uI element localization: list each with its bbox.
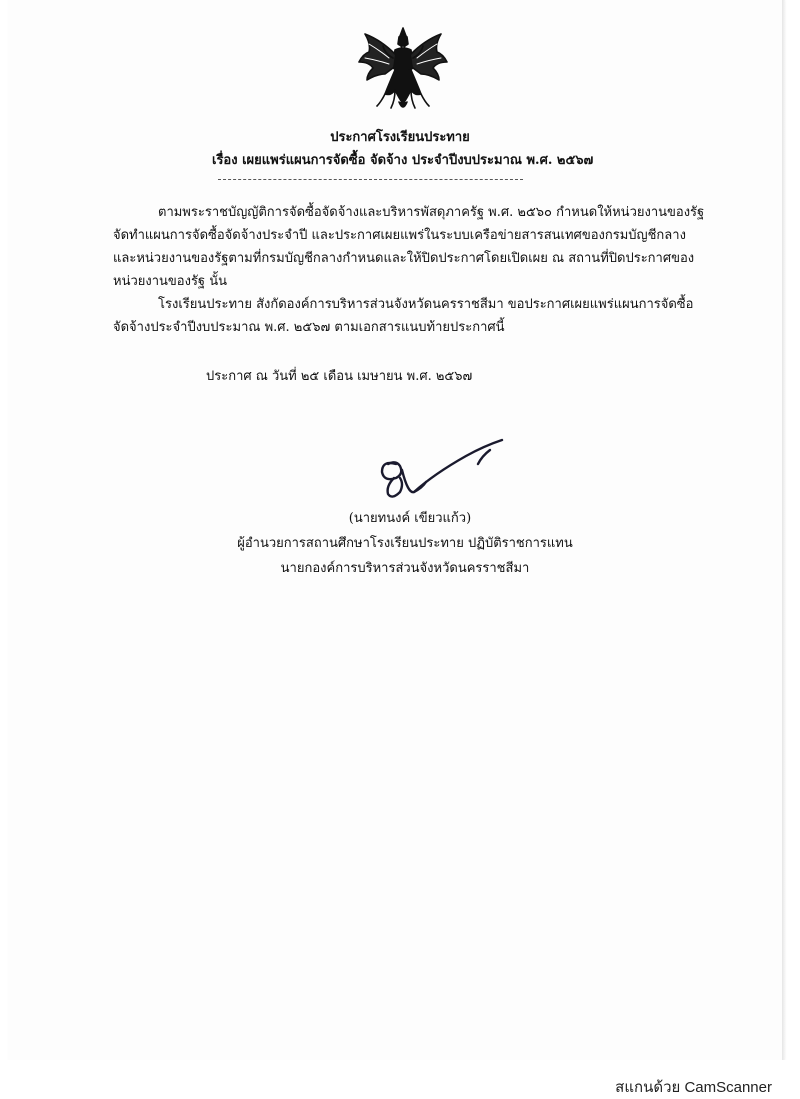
paragraph-line: โรงเรียนประทาย สังกัดองค์การบริหารส่วนจังหวัดนครราชสีมา ขอประกาศเผยแพร่แผนการจัดซื้อ: [158, 297, 694, 312]
signer-name: (นายทนงค์ เขียวแก้ว): [348, 511, 472, 526]
paragraph-line: ตามพระราชบัญญัติการจัดซื้อจัดจ้างและบริหารพัสดุภาครัฐ พ.ศ. ๒๕๖๐ กำหนดให้หน่วยงานของรัฐ: [158, 205, 705, 220]
document-subject: เรื่อง เผยแพร่แผนการจัดซื้อ จัดจ้าง ประจำปีงบประมาณ พ.ศ. ๒๕๖๗: [212, 153, 594, 168]
page-edge: [782, 0, 785, 1060]
announcement-date: ประกาศ ณ วันที่ ๒๕ เดือน เมษายน พ.ศ. ๒๕๖๗: [206, 369, 473, 384]
divider: [218, 179, 523, 180]
paragraph-line: และหน่วยงานของรัฐตามที่กรมบัญชีกลางกำหนดและให้ปิดประกาศโดยเปิดเผย ณ สถานที่ปิดประกาศของ: [113, 251, 695, 266]
signer-position: ผู้อำนวยการสถานศึกษาโรงเรียนประทาย ปฏิบัติราชการแทน: [237, 536, 573, 551]
document-title: ประกาศโรงเรียนประทาย: [330, 130, 470, 145]
paragraph-line: จัดจ้างประจำปีงบประมาณ พ.ศ. ๒๕๖๗ ตามเอกสารแนบท้ายประกาศนี้: [113, 320, 505, 335]
paragraph-2: [113, 293, 693, 339]
scanner-watermark: สแกนด้วย CamScanner: [615, 1079, 772, 1096]
garuda-emblem-icon: [355, 24, 451, 114]
paragraph-1: [113, 201, 705, 293]
paragraph-line: หน่วยงานของรัฐ นั้น: [113, 274, 228, 289]
signer-organization: นายกองค์การบริหารส่วนจังหวัดนครราชสีมา: [280, 561, 530, 576]
paragraph-line: จัดทำแผนการจัดซื้อจัดจ้างประจำปี และประกาศเผยแพร่ในระบบเครือข่ายสารสนเทศของกรมบัญชีกลาง: [113, 228, 686, 243]
handwritten-signature: [374, 434, 509, 504]
